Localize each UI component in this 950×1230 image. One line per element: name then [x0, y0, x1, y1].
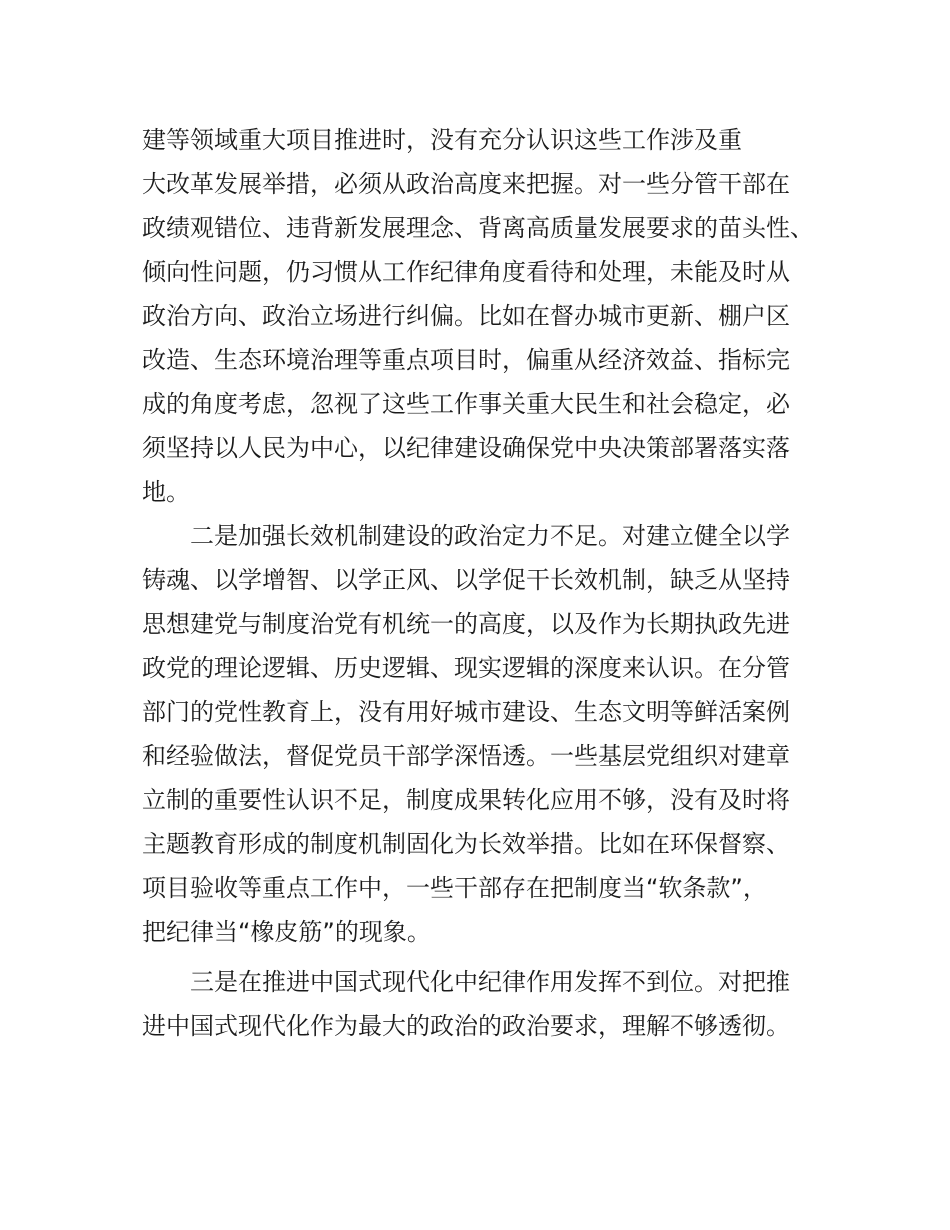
paragraph-line: 三是在推进中国式现代化中纪律作用发挥不到位。对把推: [190, 968, 790, 996]
paragraph-line: 大改革发展举措，必须从政治高度来把握。对一些分管干部在: [142, 170, 790, 198]
paragraph-line: 建等领域重大项目推进时，没有充分认识这些工作涉及重: [142, 126, 742, 154]
paragraph-line: 铸魂、以学增智、以学正风、以学促干长效机制，缺乏从坚持: [142, 566, 790, 594]
paragraph-line: 成的角度考虑，忽视了这些工作事关重大民生和社会稳定，必: [142, 390, 790, 418]
paragraph-line: 须坚持以人民为中心，以纪律建设确保党中央决策部署落实落: [142, 434, 790, 462]
paragraph-2: [142, 514, 822, 954]
paragraph-line: 立制的重要性认识不足，制度成果转化应用不够，没有及时将: [142, 786, 790, 814]
paragraph-line: 政治方向、政治立场进行纠偏。比如在督办城市更新、棚户区: [142, 302, 790, 330]
paragraph-3: [142, 960, 822, 1048]
paragraph-line: 进中国式现代化作为最大的政治的政治要求，理解不够透彻。: [142, 1012, 790, 1040]
paragraph-line: 政绩观错位、违背新发展理念、背离高质量发展要求的苗头性、: [142, 214, 814, 242]
paragraph-1: [142, 118, 822, 514]
paragraph-line: 改造、生态环境治理等重点项目时，偏重从经济效益、指标完: [142, 346, 790, 374]
paragraph-line: 地。: [142, 478, 190, 506]
paragraph-line: 和经验做法，督促党员干部学深悟透。一些基层党组织对建章: [142, 742, 790, 770]
paragraph-line: 政党的理论逻辑、历史逻辑、现实逻辑的深度来认识。在分管: [142, 654, 790, 682]
paragraph-line: 倾向性问题，仍习惯从工作纪律角度看待和处理，未能及时从: [142, 258, 790, 286]
paragraph-line: 把纪律当“橡皮筋”的现象。: [142, 918, 431, 946]
paragraph-line: 项目验收等重点工作中，一些干部存在把制度当“软条款”，: [142, 874, 767, 902]
paragraph-line: 二是加强长效机制建设的政治定力不足。对建立健全以学: [190, 522, 790, 550]
paragraph-line: 主题教育形成的制度机制固化为长效举措。比如在环保督察、: [142, 830, 790, 858]
paragraph-line: 思想建党与制度治党有机统一的高度，以及作为长期执政先进: [142, 610, 790, 638]
paragraph-line: 部门的党性教育上，没有用好城市建设、生态文明等鲜活案例: [142, 698, 790, 726]
